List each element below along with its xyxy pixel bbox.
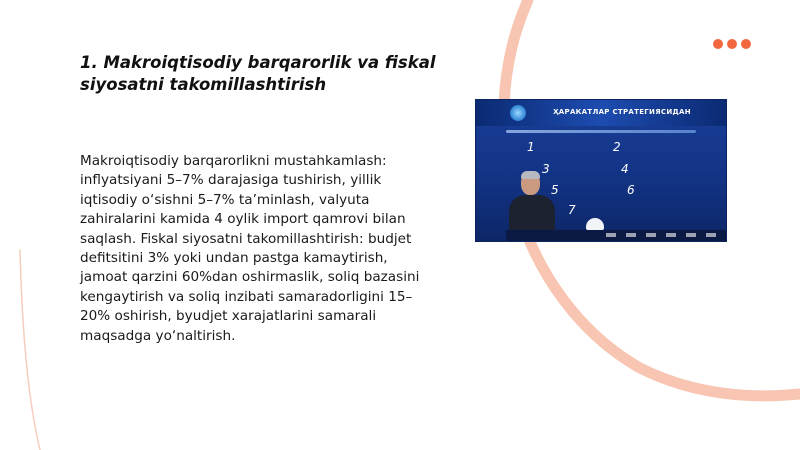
strategy-number-2: 2 (613, 140, 621, 154)
strategy-number-4: 4 (621, 162, 629, 176)
dot (713, 39, 723, 49)
strategy-number-1: 1 (527, 140, 535, 154)
dot (741, 39, 751, 49)
lamp (586, 218, 604, 230)
strategy-number-6: 6 (627, 183, 635, 197)
presentation-photo (475, 99, 727, 242)
three-dots-icon (713, 39, 751, 49)
photo-heading: ҲАРАКАТЛАР СТРАТЕГИЯСИДАН (553, 108, 691, 116)
photo-subtitle-line (506, 130, 696, 133)
slide-body-text: Makroiqtisodiy barqarorlikni mustahkamlash: inflyatsiyani 5–7% darajasiga tushirish, yillik iqtisodiy o‘sishni 5–7% ta’minlash, valyuta zahiralarini kamida 4 oylik import qamrovi bilan saqlash. Fiskal siyosatni takomillashtirish: budjet defitsitini 3% yoki undan pastga kamaytirish, jamoat qarzini 60%dan oshirmaslik, soliq bazasini kengaytirish va soliq inzibati samaradorligini 15–20% oshirish, byudjet xarajatlarini samarali maqsadga yo‘naltirish. (80, 153, 420, 344)
strategy-number-3: 3 (542, 162, 550, 176)
screen-footer-strip (606, 233, 716, 237)
strategy-number-5: 5 (551, 183, 559, 197)
emblem-icon (510, 105, 526, 121)
speaker-hair (521, 171, 540, 179)
strategy-number-7: 7 (568, 203, 576, 217)
slide-title: 1. Makroiqtisodiy barqarorlik va fiskal siyosatni takomillashtirish (80, 53, 436, 94)
dot (727, 39, 737, 49)
